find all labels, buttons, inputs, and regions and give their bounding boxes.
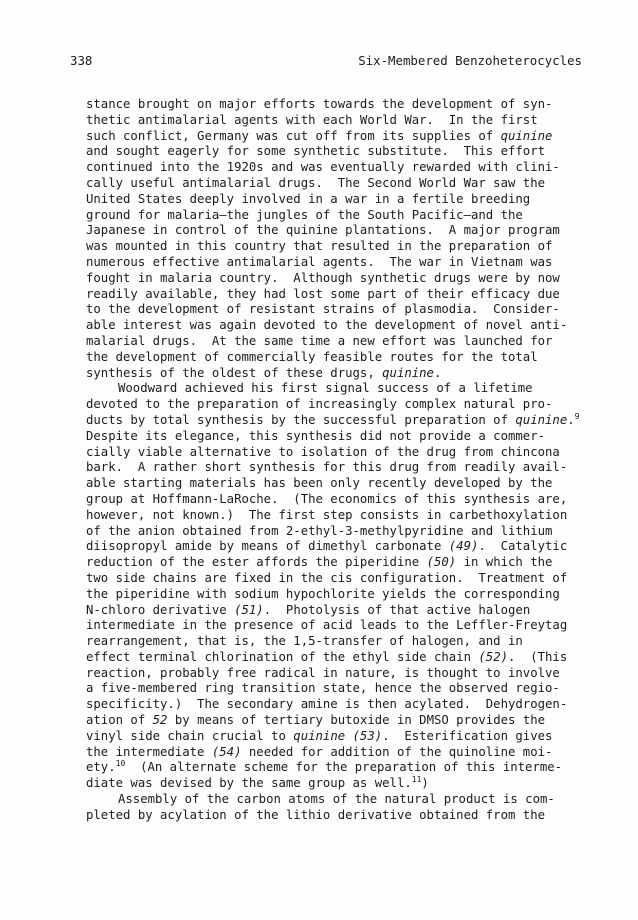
text-line (86, 539, 606, 555)
italic-text: (49) (448, 539, 479, 554)
text-line (86, 223, 606, 239)
text-segment: . (433, 365, 442, 380)
text-line (86, 413, 606, 429)
text-segment: cially viable alternative to isolation of the drug from chincona (86, 444, 560, 459)
text-line (86, 429, 606, 445)
text-line (86, 634, 606, 650)
text-line (86, 697, 606, 713)
text-line (86, 792, 606, 808)
text-segment: ation of (86, 713, 153, 728)
text-segment: cally useful antimalarial drugs. The Second World War saw the (86, 175, 546, 190)
text-line (86, 208, 606, 224)
text-segment: the development of commercially feasible routes for the total (86, 349, 538, 364)
text-segment: . (This (508, 649, 568, 664)
text-line (86, 144, 606, 160)
text-segment: Japanese in control of the quinine plantations. A major program (86, 223, 560, 238)
text-segment: N-chloro derivative (86, 602, 235, 617)
text-segment: reaction, probably free radical in nature, is thought to involve (86, 665, 560, 680)
text-segment: of the anion obtained from 2-ethyl-3-methylpyridine and lithium (86, 523, 553, 538)
italic-text: quinine (53) (293, 728, 383, 743)
text-line (86, 460, 606, 476)
text-segment: able starting materials has been only recently developed by the (86, 476, 553, 491)
text-segment: and sought eagerly for some synthetic substitute. This effort (86, 144, 546, 159)
text-line (86, 666, 606, 682)
text-line (86, 729, 606, 745)
text-segment: . Esterification gives (382, 728, 553, 743)
text-segment: the intermediate (86, 744, 212, 759)
text-line (86, 618, 606, 634)
text-segment: however, not known.) The first step consists in carbethoxylation (86, 507, 568, 522)
text-line (86, 587, 606, 603)
text-segment: . Photolysis of that active halogen (263, 602, 531, 617)
body-text (86, 97, 606, 824)
text-line (86, 445, 606, 461)
italic-text: (51) (234, 602, 264, 617)
running-title: Six-Membered Benzoheterocycles (358, 53, 582, 68)
text-segment: thetic antimalarial agents with each World War. In the first (86, 112, 538, 127)
text-line (86, 366, 606, 382)
text-line (86, 287, 606, 303)
text-segment: intermediate in the presence of acid leads to the Leffler-Freytag (86, 618, 568, 633)
text-segment: fought in malaria country. Although synthetic drugs were by now (86, 270, 560, 285)
text-segment: two side chains are fixed in the cis configuration. Treatment of (86, 570, 568, 585)
italic-text: (52) (478, 649, 509, 664)
page-number: 338 (70, 53, 93, 68)
text-segment: was mounted in this country that resulted in the preparation of (86, 239, 553, 254)
text-segment: group at Hoffmann-LaRoche. (The economics of this synthesis are, (86, 491, 568, 506)
text-segment: by means of tertiary butoxide in DMSO provides the (167, 713, 546, 728)
text-line (86, 681, 606, 697)
text-line (86, 650, 606, 666)
running-head (70, 53, 582, 69)
text-segment: United States deeply involved in a war in a fertile breeding (86, 191, 531, 206)
text-segment: bark. A rather short synthesis for this drug from readily avail- (86, 460, 568, 475)
text-segment: Assembly of the carbon atoms of the natural product is com- (118, 792, 555, 807)
text-line (86, 760, 606, 776)
text-line (86, 239, 606, 255)
text-segment: pleted by acylation of the lithio derivative obtained from the (86, 807, 546, 822)
text-segment: specificity.) The secondary amine is then acylated. Dehydrogen- (86, 697, 568, 712)
italic-text: quinine (515, 412, 568, 427)
reference-superscript: 10 (115, 759, 126, 769)
text-segment: reduction of the ester affords the piperidine (86, 555, 427, 570)
text-segment: ety. (86, 760, 116, 775)
text-line (86, 302, 606, 318)
text-segment: Woodward achieved his first signal success of a lifetime (118, 381, 533, 396)
text-segment: continued into the 1920s and was eventually rewarded with clini- (86, 160, 560, 175)
text-segment: to the development of resistant strains of plasmodia. Consider- (86, 302, 560, 317)
text-segment: effect terminal chlorination of the ethyl side chain (86, 649, 479, 664)
text-line (86, 745, 606, 761)
text-line (86, 271, 606, 287)
text-segment: devoted to the preparation of increasingly complex natural pro- (86, 397, 553, 412)
text-line (86, 334, 606, 350)
text-segment: ground for malaria—the jungles of the South Pacific—and the (86, 207, 523, 222)
text-line (86, 492, 606, 508)
italic-text: quinine (382, 365, 434, 380)
text-segment: malarial drugs. At the same time a new effort was launched for (86, 333, 553, 348)
text-line (86, 508, 606, 524)
text-segment: diate was devised by the same group as well. (86, 776, 412, 791)
text-segment: Despite its elegance, this synthesis did not provide a commer- (86, 428, 546, 443)
text-segment: numerous effective antimalarial agents. The war in Vietnam was (86, 254, 553, 269)
italic-text: (50) (426, 555, 457, 570)
text-segment: readily available, they had lost some part of their efficacy due (86, 286, 560, 301)
text-line (86, 571, 606, 587)
text-segment: . Catalytic (478, 539, 568, 554)
text-line (86, 524, 606, 540)
text-line (86, 603, 606, 619)
text-line (86, 97, 606, 113)
text-segment: . (567, 412, 575, 427)
text-line (86, 713, 606, 729)
text-line (86, 397, 606, 413)
text-segment: such conflict, Germany was cut off from its supplies of (86, 128, 501, 143)
text-line (86, 129, 606, 145)
text-segment: rearrangement, that is, the 1,5-transfer of halogen, and in (86, 634, 523, 649)
text-segment: vinyl side chain crucial to (86, 728, 294, 743)
text-segment: ) (421, 776, 429, 791)
text-segment: the piperidine with sodium hypochlorite yields the corresponding (86, 586, 560, 601)
italic-text: quinine (500, 128, 553, 143)
text-line (86, 381, 606, 397)
text-segment: in which the (456, 555, 553, 570)
text-line (86, 555, 606, 571)
text-line (86, 776, 606, 792)
text-line (86, 318, 606, 334)
text-line (86, 808, 606, 824)
text-line (86, 476, 606, 492)
text-segment: able interest was again devoted to the development of novel anti- (86, 318, 568, 333)
text-segment: needed for addition of the quinoline moi- (241, 744, 553, 759)
text-line (86, 113, 606, 129)
text-segment: a five-membered ring transition state, hence the observed regio- (86, 681, 560, 696)
text-segment: synthesis of the oldest of these drugs, (86, 365, 383, 380)
reference-superscript: 11 (411, 775, 422, 785)
text-line (86, 255, 606, 271)
text-line (86, 192, 606, 208)
text-segment: (An alternate scheme for the preparation of this interme- (125, 760, 563, 775)
text-line (86, 160, 606, 176)
text-segment: diisopropyl amide by means of dimethyl carbonate (86, 539, 449, 554)
text-line (86, 176, 606, 192)
reference-superscript: 9 (574, 411, 580, 421)
italic-text: 52 (152, 713, 168, 728)
text-line (86, 350, 606, 366)
text-segment: stance brought on major efforts towards the development of syn- (86, 97, 553, 111)
text-segment: ducts by total synthesis by the successful preparation of (86, 412, 516, 427)
italic-text: (54) (211, 744, 242, 759)
